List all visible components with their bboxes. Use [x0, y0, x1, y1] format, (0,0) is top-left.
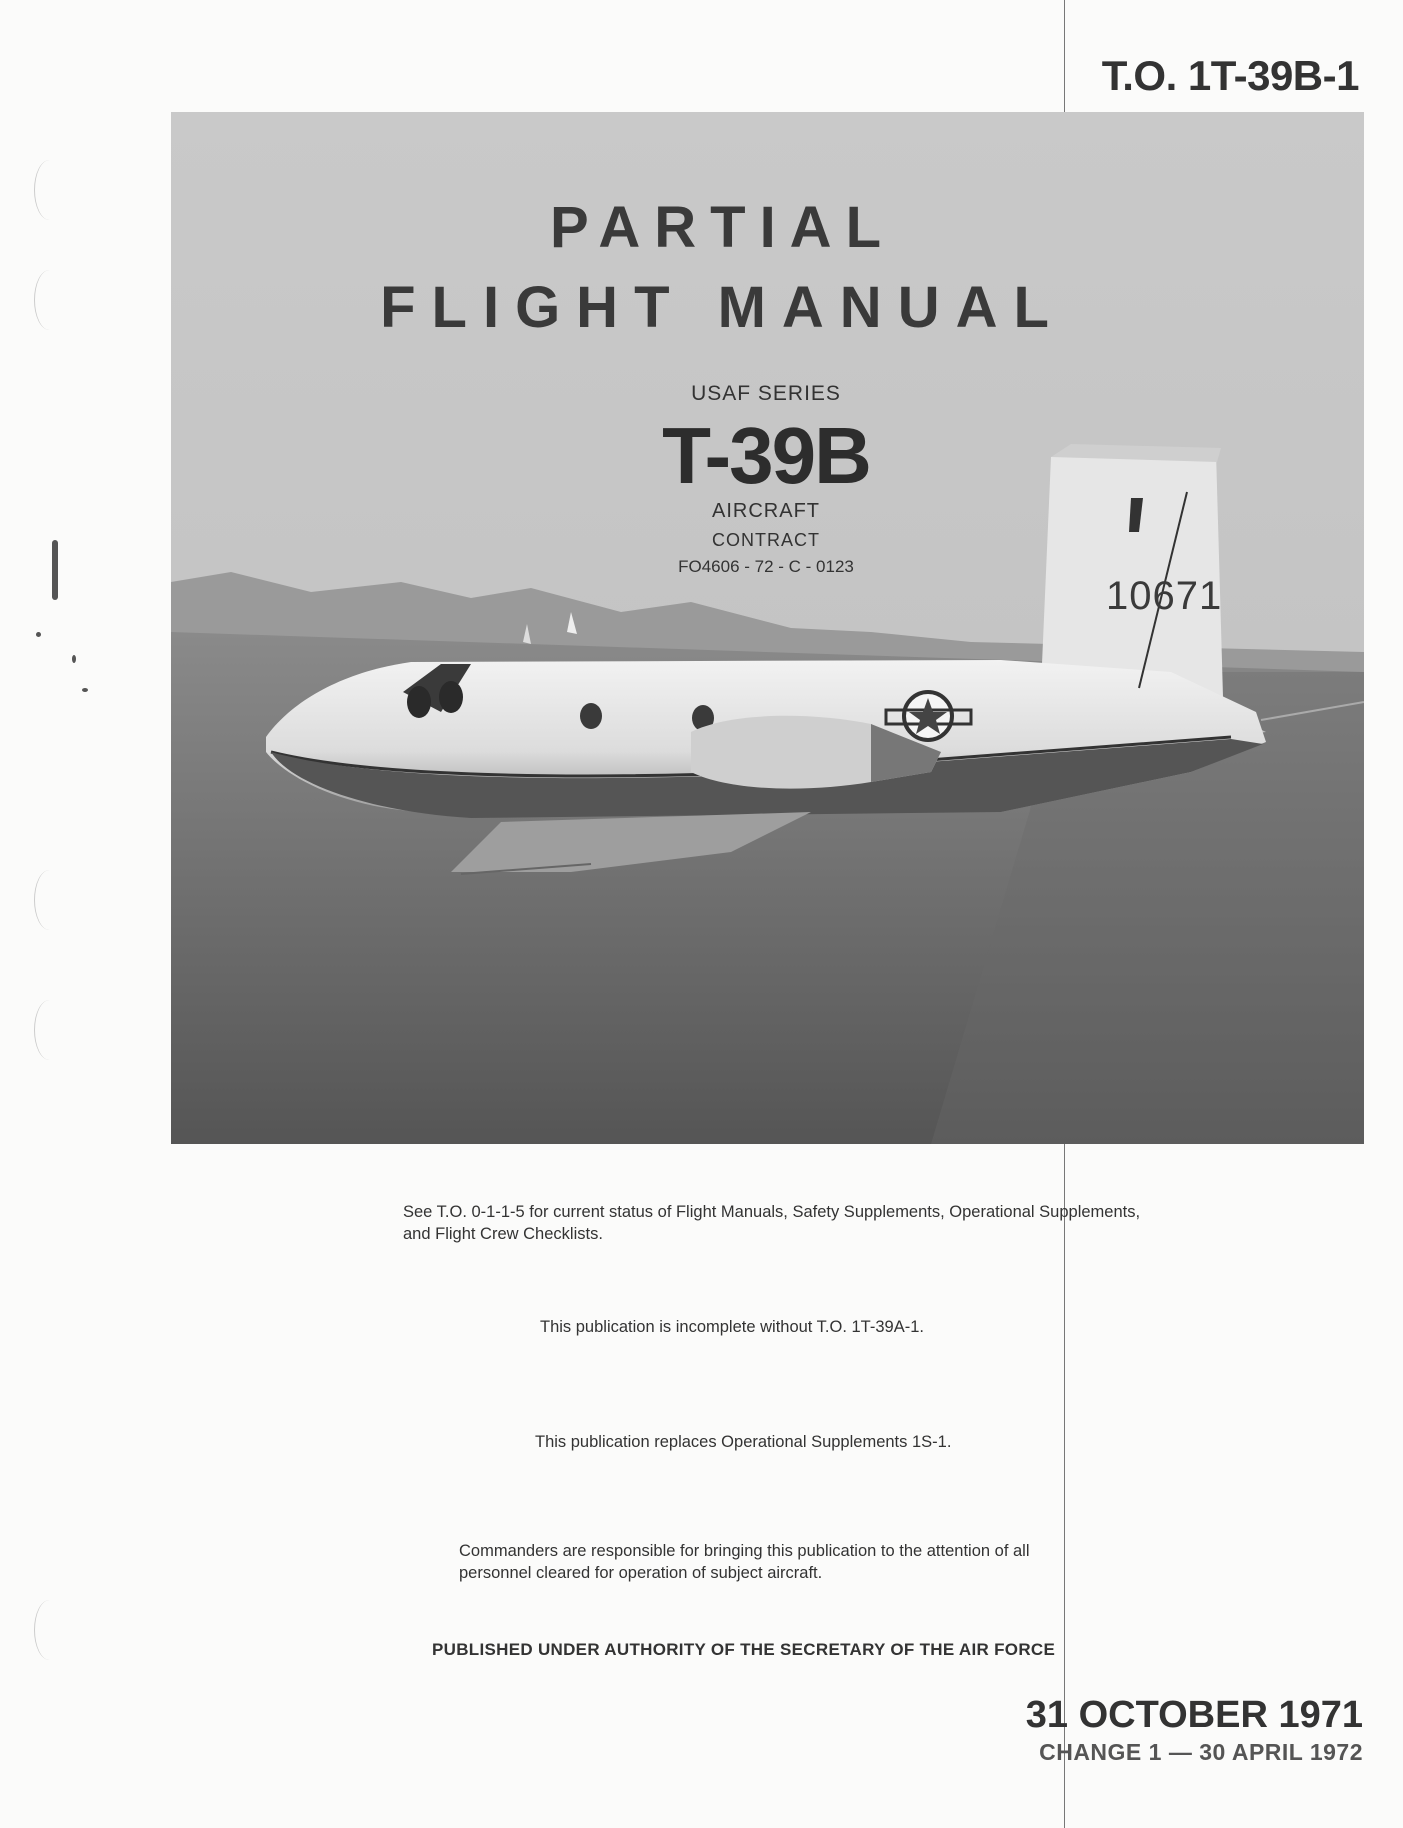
- replaces-note: This publication replaces Operational Supplements 1S-1.: [535, 1433, 952, 1451]
- usaf-series-label: USAF SERIES: [691, 382, 841, 405]
- speck: [82, 688, 88, 692]
- document-number: T.O. 1T-39B-1: [1101, 52, 1359, 99]
- incomplete-note: This publication is incomplete without T.O. 1T-39A-1.: [540, 1318, 924, 1336]
- publication-date: 31 OCTOBER 1971: [1025, 1694, 1363, 1736]
- commanders-note: Commanders are responsible for bringing this publication to the attention of all personnel cleared for operation of subject aircraft.: [459, 1542, 1030, 1582]
- contract-label: CONTRACT: [712, 530, 820, 550]
- margin-mark: [34, 1600, 65, 1660]
- margin-mark: [34, 1000, 65, 1060]
- cover-photo: [171, 112, 1364, 1144]
- margin-mark: [34, 160, 65, 220]
- aircraft-label: AIRCRAFT: [712, 500, 820, 522]
- cover-title-line-1: PARTIAL: [549, 195, 895, 260]
- status-note: See T.O. 0-1-1-5 for current status of Flight Manuals, Safety Supplements, Operational Supplements, and Flight Crew Checklists.: [403, 1203, 1141, 1243]
- aircraft-photo-illustration: [171, 112, 1364, 1144]
- contract-number: FO4606 - 72 - C - 0123: [678, 557, 854, 576]
- tail-number: 10671: [1106, 574, 1223, 618]
- speck: [52, 540, 58, 600]
- authority-statement: PUBLISHED UNDER AUTHORITY OF THE SECRETARY OF THE AIR FORCE: [432, 1640, 1056, 1659]
- margin-mark: [34, 270, 65, 330]
- cover-title-line-2: FLIGHT MANUAL: [380, 275, 1065, 340]
- margin-mark: [34, 870, 65, 930]
- speck: [72, 655, 76, 663]
- speck: [36, 632, 41, 637]
- aircraft-model: T-39B: [662, 411, 870, 500]
- change-notice: CHANGE 1 — 30 APRIL 1972: [1039, 1739, 1363, 1765]
